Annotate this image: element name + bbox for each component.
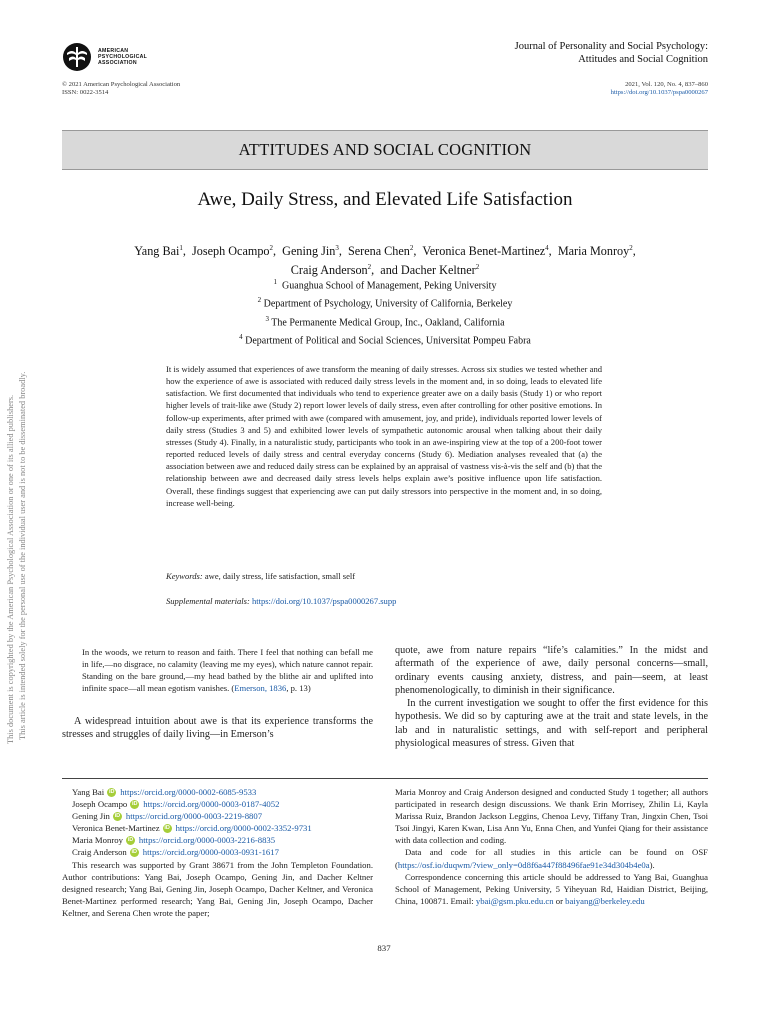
orcid-entry: Gening Jin iD https://orcid.org/0000-0003-2219-8807	[72, 811, 263, 822]
body-text-left: A widespread intuition about awe is that its experience transforms the stresses and struggles of daily living—in Emerson’s	[62, 716, 373, 741]
orcid-icon: iD	[132, 800, 138, 807]
copyright-info	[62, 81, 180, 98]
author-note-right	[395, 786, 708, 907]
orcid-link[interactable]: https://orcid.org/0000-0002-6085-9533	[120, 787, 257, 797]
author-name: Yang Bai	[134, 244, 180, 259]
orcid-link[interactable]: https://orcid.org/0000-0002-3352-9731	[175, 823, 312, 834]
supplemental-materials: Supplemental materials: https://doi.org/10.1037/pspa0000267.supp	[166, 596, 397, 606]
page-number: 837	[377, 943, 391, 953]
osf-link[interactable]: https://osf.io/duqwm/?view_only=0d8f6a447f88496fae91e34d304b4e0a	[397, 859, 650, 870]
journal-name: Journal of Personality and Social Psychology: Attitudes and Social Cognition	[514, 41, 708, 65]
affiliation: $^1$ Guanghua School of Management, Peking University	[273, 278, 497, 292]
funding-note: This research was supported by Grant 38671 from the John Templeton Foundation. Author contributions: Yang Bai, Joseph Ocampo, Gening Jin, and Dacher Keltner designed research; Yang Bai, Gening Jin, Joseph Ocampo, Dacher Keltner, and Veronica Benet-Martinez performed research; Yang Bai, Gening Jin, Joseph Ocampo, Dacher Keltner, and Serena Chen wrote the paper;	[62, 859, 373, 918]
orcid-entry: Maria Monroy iD https://orcid.org/0000-0003-2216-8835	[72, 835, 276, 846]
orcid-link[interactable]: https://orcid.org/0000-0003-0931-1617	[142, 847, 279, 858]
citation-info	[611, 81, 708, 98]
orcid-icon: iD	[114, 812, 121, 819]
author-name: Serena Chen	[347, 244, 410, 259]
orcid-icon: iD	[108, 788, 115, 795]
citation-link[interactable]: Emerson, 1836	[234, 683, 287, 694]
email-link[interactable]: ybai@gsm.pku.edu.cn	[475, 895, 554, 906]
author-name: Gening Jin	[282, 244, 336, 259]
apa-logo-icon	[62, 42, 92, 72]
author-note-left	[62, 786, 373, 919]
orcid-entry: Joseph Ocampo iD https://orcid.org/0000-0003-0187-4052	[72, 799, 280, 810]
article-title: Awe, Daily Stress, and Elevated Life Satisfaction	[197, 189, 573, 210]
orcid-entry: Yang Bai iD https://orcid.org/0000-0002-6085-9533	[72, 787, 257, 797]
author-name: Maria Monroy	[557, 244, 630, 259]
copyright-line: © 2021 American Psychological Association	[62, 81, 181, 88]
orcid-link[interactable]: https://orcid.org/0000-0003-2216-8835	[138, 835, 276, 846]
author-name: and Dacher Keltner	[380, 262, 476, 277]
abstract: It is widely assumed that experiences of awe transform the meaning of daily stresses. Across six studies we tested whether and how the experience of awe is associated with reduced daily stress levels in the moment and, in so doing, leads to elevated life satisfaction. We first documented that individuals who tend to experience greater awe on a daily basis (Study 1) or who report higher levels of trait-like awe (Study 2) report lower levels of daily stress, even after controlling for other positive emotions. In follow-up experiments, after primed with awe (compared with amusement, joy, and pride), individuals reported lower levels of daily stress (Studies 3 and 5) and exhibited lower levels of sympathetic autonomic arousal when talking about their daily stresses (Study 4). Finally, in a naturalistic study, participants who took in an awe-inspiring view at the top of a 200-foot tower reported reduced levels of daily stress and central everyday concerns (Study 6). Mediation analyses revealed that (a) the association between awe and reduced daily stress can be explained by an appraisal of vastness vis-à-vis the self and (b) that the relationship between awe and decreased daily stress levels helps explain awe’s positive influence upon life satisfaction. Overall, these findings suggest that experiencing awe can put daily stressors into perspective in the moment and, in so doing, increase well-being.	[166, 364, 602, 508]
orcid-entry: Veronica Benet-Martinez iD https://orcid.org/0000-0002-3352-9731	[72, 823, 312, 834]
author-name: Craig Anderson	[290, 262, 368, 277]
section-heading: ATTITUDES AND SOCIAL COGNITION	[62, 130, 708, 170]
copyright-notice: This document is copyrighted by the American Psychological Association or one of its allied publishers.	[6, 394, 15, 744]
supplemental-link[interactable]: https://doi.org/10.1037/pspa0000267.supp	[251, 596, 397, 606]
affiliation-list	[62, 275, 708, 348]
author-name: Veronica Benet-Martinez	[422, 244, 546, 259]
body-paragraph: quote, awe from nature repairs “life’s calamities.” In the midst and aftermath of the experience of awe, daily personal concerns—small, ordinary events causing anxiety, distress, and pain—seem, at least phenomenologically, to diminish in their significance.	[395, 645, 708, 696]
doi-link[interactable]: https://doi.org/10.1037/pspa0000267	[610, 89, 708, 97]
usage-notice: This article is intended solely for the personal use of the individual user and is not to be disseminated broadly.	[18, 371, 27, 740]
orcid-icon: iD	[164, 824, 170, 831]
email-link[interactable]: baiyang@berkeley.edu	[565, 895, 645, 906]
affiliation: $^3$ The Permanente Medical Group, Inc., Oakland, California	[265, 314, 505, 328]
data-availability-note: Data and code for all studies in this article can be found on OSF (https://osf.io/duqwm/?view_only=0d8f6a447f88496fae91e34d304b4e0a).	[395, 847, 708, 870]
orcid-link[interactable]: https://orcid.org/0000-0003-2219-8807	[125, 811, 263, 822]
orcid-icon: iD	[127, 836, 134, 843]
affiliation: $^4$ Department of Political and Social Sciences, Universitat Pompeu Fabra	[239, 332, 531, 347]
orcid-link[interactable]: https://orcid.org/0000-0003-0187-4052	[143, 799, 280, 810]
correspondence-note: Correspondence concerning this article should be addressed to Yang Bai, Guanghua School of Management, Peking University, 5 Yiheyuan Rd, Haidian District, Beijing, China, 100871. Email: ybai@gsm.pku.edu.cn or baiyang@berkeley.edu	[395, 871, 708, 906]
apa-logo	[62, 42, 147, 72]
orcid-entry: Craig Anderson iD https://orcid.org/0000-0003-0931-1617	[72, 847, 279, 858]
apa-logo-text: AMERICAN PSYCHOLOGICAL ASSOCIATION	[98, 47, 148, 67]
orcid-icon: iD	[131, 849, 138, 856]
body-paragraph: In the current investigation we sought to offer the first evidence for this hypothesis. We did so by capturing awe at the trait and state levels, in the lab and in naturalistic settings, and with self-report and peripheral physiological measures of stress. Given that	[395, 698, 708, 750]
acknowledgment-note: Maria Monroy and Craig Anderson designed and conducted Study 1 together; all authors participated in research design discussions. We thank Erin Morrisey, Zhilin Li, Kayla Marissa Ruiz, Brandon Jackson Leggins, Chenoa Levy, Tiffany Tran, Jingxin Chen, Tsoi Tsoi Jingyi, Karen Kwan, Lisa Ann Yu, Enna Chen, and Yunfei Qiang for their assistance with data collection and coding.	[395, 787, 708, 846]
author-list: Yang Bai$^1$, Joseph Ocampo$^2$, Gening Jin$^3$, Serena Chen$^2$, Veronica Benet-Martinez$^4$, Maria Monroy$^2$, Craig Anderson$^2$, and Dacher Keltner$^2$	[134, 244, 636, 277]
author-name: Joseph Ocampo	[192, 244, 270, 259]
epigraph-quote: In the woods, we return to reason and faith. There I feel that nothing can befall me in life,—no disgrace, no calamity (leaving me my eyes), which nature cannot repair. Standing on the bare ground,—my head bathed by the blithe air and uplifted into infinite space—all mean egotism vanishes. (Emerson, 1836, p. 13)	[82, 647, 373, 694]
body-text-right	[395, 644, 708, 750]
footnote-divider	[62, 778, 708, 779]
issn-line: ISSN: 0022-3514	[62, 89, 109, 97]
keywords: Keywords: awe, daily stress, life satisfaction, small self	[166, 571, 356, 581]
affiliation: $^2$ Department of Psychology, University of California, Berkeley	[257, 296, 513, 310]
page-header	[62, 38, 708, 74]
volume-line: 2021, Vol. 120, No. 4, 837–860	[625, 81, 708, 88]
